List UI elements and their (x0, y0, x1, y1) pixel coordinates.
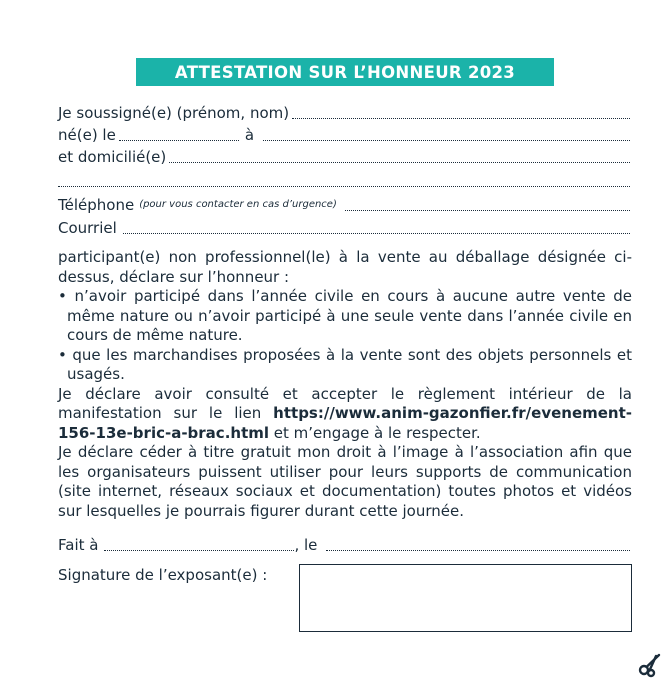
signature-label: Signature de l’exposant(e) : (58, 566, 268, 584)
birth-field[interactable] (58, 125, 630, 145)
name-dotted-line (292, 115, 630, 119)
phone-field[interactable] (58, 195, 630, 215)
date-dotted-line (326, 547, 630, 551)
rules-statement (58, 385, 632, 444)
address-field[interactable] (58, 147, 630, 167)
date-separator: , le (294, 536, 318, 554)
place-date-field[interactable] (58, 535, 630, 555)
image-rights-statement: Je déclare céder à titre gratuit mon droit à l’image à l’association afin que les organisateurs puissent utiliser pour leurs supports de communication (site internet, réseaux sociaux et documentation) toutes photos et vidéos sur lesquelles je pourrais figurer durant cette journée. (58, 443, 632, 520)
signature-box[interactable] (299, 564, 632, 632)
document-title: ATTESTATION SUR L’HONNEUR 2023 (136, 58, 554, 86)
address-field-continued[interactable] (58, 171, 630, 191)
birth-place-dotted-line (263, 137, 630, 141)
phone-note: (pour vous contacter en cas d’urgence) (139, 199, 337, 210)
name-field[interactable] (58, 103, 630, 123)
address-dotted-line-2 (58, 183, 630, 187)
made-at-dotted-line (104, 547, 294, 551)
address-label: et domicilié(e) (58, 148, 167, 166)
birth-label: né(e) le (58, 126, 116, 144)
email-field[interactable] (58, 218, 630, 238)
phone-label: Téléphone (58, 196, 135, 214)
rules-text-after: et m’engage à le respecter. (269, 423, 481, 442)
made-at-label: Fait à (58, 536, 99, 554)
declaration-bullet-1: • n’avoir participé dans l’année civile en cours à aucune autre vente de même nature ou n’avoir participé à une seule vente dans l’année civile en cours de même nature. (58, 287, 632, 344)
rules-link[interactable]: https://www.anim-gazonfier.fr/evenement-156-13e-bric-a-brac.html (58, 404, 632, 442)
email-label: Courriel (58, 219, 117, 237)
birth-date-dotted-line (119, 137, 239, 141)
email-dotted-line (123, 230, 630, 234)
address-dotted-line (169, 159, 630, 163)
declaration-intro: participant(e) non professionnel(le) à la vente au déballage désignée ci-dessus, déclare sur l’honneur : (58, 248, 632, 286)
phone-dotted-line (345, 207, 630, 211)
signature-field (58, 565, 298, 585)
rules-text-before: Je déclare avoir consulté et accepter le règlement intérieur de la manifestation sur le lien (58, 384, 632, 422)
scissors-icon (636, 652, 664, 680)
declaration-bullet-2: • que les marchandises proposées à la vente sont des objets personnels et usagés. (58, 345, 632, 383)
name-label: Je soussigné(e) (prénom, nom) (58, 104, 290, 122)
birth-place-separator: à (244, 126, 255, 144)
declaration-body (58, 248, 632, 521)
